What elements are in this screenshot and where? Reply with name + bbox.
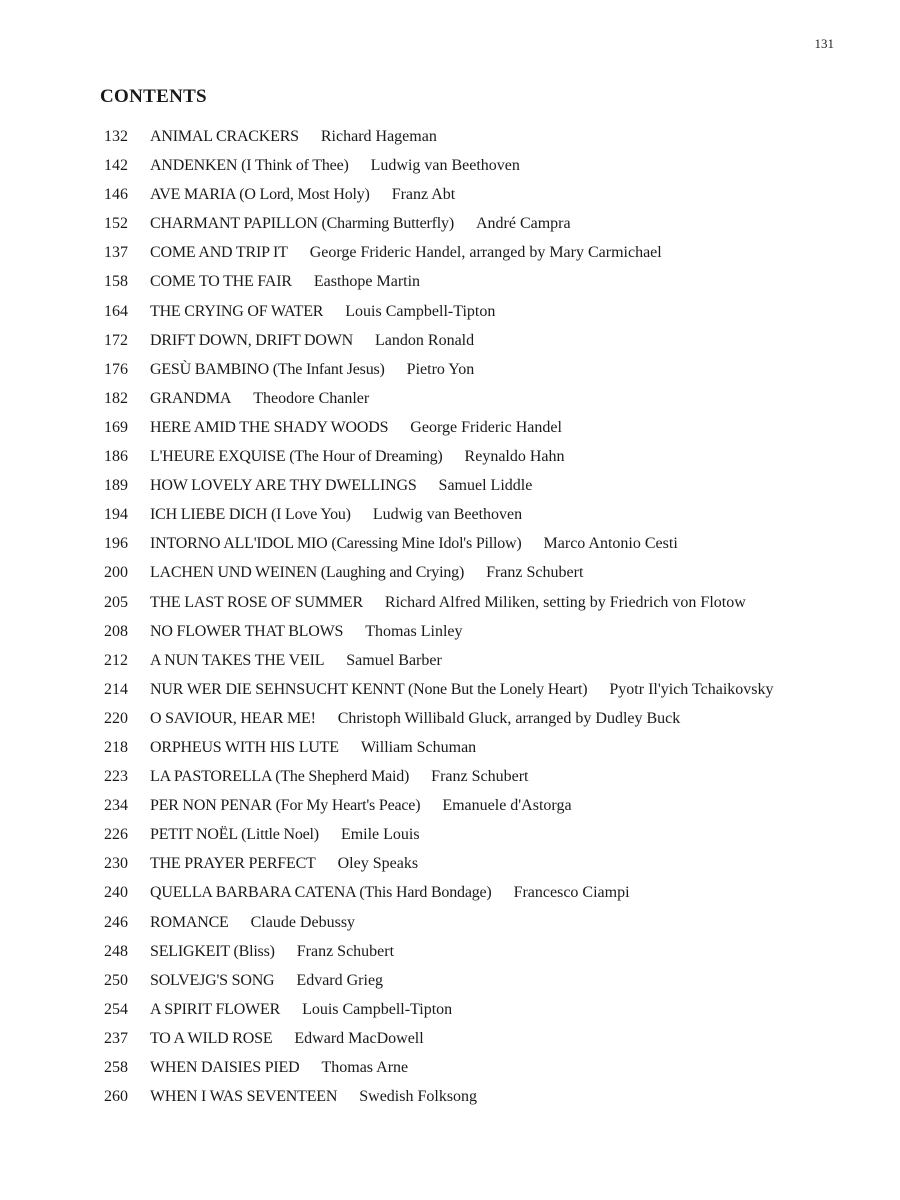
- toc-entry-title: AVE MARIA (O Lord, Most Holy): [150, 186, 370, 204]
- toc-entry-page: 254: [104, 1000, 128, 1018]
- toc-entry-page: 218: [104, 738, 128, 756]
- toc-entry-composer: Emanuele d'Astorga: [442, 797, 572, 815]
- toc-entry-title: WHEN DAISIES PIED: [150, 1059, 300, 1076]
- toc-entry: [104, 762, 864, 791]
- toc-entry-page: 176: [104, 360, 128, 378]
- toc-entry-composer: Landon Ronald: [375, 331, 475, 349]
- toc-entry-title: ROMANCE: [150, 913, 229, 931]
- toc-entry: [104, 878, 864, 907]
- toc-entry-composer: Pietro Yon: [406, 360, 475, 378]
- toc-entry-composer: Ludwig van Beethoven: [370, 157, 520, 175]
- toc-entry-title: HOW LOVELY ARE THY DWELLINGS: [150, 477, 417, 495]
- toc-entry-composer: Franz Schubert: [431, 768, 529, 786]
- toc-entry-page: 208: [104, 622, 128, 640]
- toc-entry: [104, 355, 864, 384]
- toc-entry: [104, 442, 864, 471]
- toc-entry-composer: Samuel Liddle: [438, 477, 533, 495]
- toc-entry-title: O SAVIOUR, HEAR ME!: [150, 709, 316, 727]
- toc-entry-page: 200: [104, 564, 128, 582]
- page-number: 131: [814, 36, 834, 51]
- toc-entry-page: 260: [104, 1088, 128, 1106]
- toc-entry-page: 137: [104, 244, 128, 262]
- toc-entry-page: 223: [104, 768, 128, 786]
- toc-entry-composer: George Frideric Handel: [410, 418, 562, 436]
- page-title: CONTENTS: [100, 86, 207, 107]
- toc-entry-page: 169: [104, 418, 128, 436]
- toc-entry-composer: Marco Antonio Cesti: [543, 535, 678, 553]
- toc-entry-title: QUELLA BARBARA CATENA (This Hard Bondage): [150, 884, 492, 902]
- toc-entry: [104, 297, 864, 326]
- toc-entry-title: L'HEURE EXQUISE (The Hour of Dreaming): [150, 448, 443, 466]
- toc-entry: [104, 529, 864, 558]
- toc-entry-page: 250: [104, 971, 128, 989]
- toc-entry-page: 205: [104, 593, 128, 611]
- toc-entry: [104, 180, 864, 209]
- toc-entry: [104, 704, 864, 733]
- toc-entry: [104, 588, 864, 617]
- toc-entry: [104, 617, 864, 646]
- toc-entry: [104, 1082, 864, 1111]
- toc-entry-page: 196: [104, 535, 128, 553]
- toc-entry-composer: Franz Schubert: [486, 564, 584, 582]
- toc-entry-composer: Edward MacDowell: [294, 1029, 424, 1047]
- toc-entry-composer: Thomas Arne: [321, 1059, 409, 1076]
- toc-entry-title: THE PRAYER PERFECT: [150, 855, 316, 873]
- toc-entry-composer: Emile Louis: [340, 826, 420, 844]
- toc-entry: [104, 413, 864, 442]
- toc-entry-title: CHARMANT PAPILLON (Charming Butterfly): [150, 215, 454, 233]
- toc-entry: [104, 1024, 864, 1053]
- toc-entry-composer: Francesco Ciampi: [513, 884, 630, 902]
- toc-entry-page: 220: [104, 709, 128, 727]
- toc-entry-page: 164: [104, 302, 128, 320]
- toc-entry-page: 248: [104, 942, 128, 960]
- toc-entry-page: 186: [104, 448, 128, 466]
- toc-entry: [104, 326, 864, 355]
- toc-entry-composer: Pyotr Il'yich Tchaikovsky: [609, 680, 774, 698]
- toc-entry-composer: William Schuman: [360, 738, 477, 756]
- toc-entry-title: INTORNO ALL'IDOL MIO (Caressing Mine Idol's Pillow): [150, 535, 522, 553]
- toc-entry-page: 234: [104, 797, 128, 815]
- toc-entry-title: NO FLOWER THAT BLOWS: [150, 622, 344, 640]
- toc-entry-page: 158: [104, 273, 128, 291]
- toc-entry-title: HERE AMID THE SHADY WOODS: [150, 418, 389, 436]
- toc-entry-title: ANDENKEN (I Think of Thee): [150, 157, 349, 175]
- toc-entry-title: WHEN I WAS SEVENTEEN: [150, 1088, 338, 1106]
- toc-entry: [104, 820, 864, 849]
- toc-entry-title: ANIMAL CRACKERS: [150, 128, 299, 145]
- toc-entry-composer: Reynaldo Hahn: [464, 448, 565, 466]
- toc-entry-page: 132: [104, 128, 128, 145]
- toc-entry-title: COME TO THE FAIR: [150, 273, 292, 291]
- toc-entry: [104, 937, 864, 966]
- toc-entry-composer: Louis Campbell-Tipton: [302, 1000, 453, 1018]
- toc-entry-composer: Franz Schubert: [296, 942, 395, 960]
- toc-entry-title: THE CRYING OF WATER: [150, 302, 324, 320]
- toc-entry-title: GRANDMA: [150, 389, 232, 407]
- toc-entry-page: 226: [104, 826, 128, 844]
- toc-entry: [104, 384, 864, 413]
- toc-entry: [104, 209, 864, 238]
- toc-entry-page: 194: [104, 506, 128, 524]
- toc-entry-title: PETIT NOËL (Little Noel): [150, 826, 319, 844]
- toc-entry-page: 152: [104, 215, 128, 233]
- toc-entry: [104, 791, 864, 820]
- toc-entry: [104, 908, 864, 937]
- toc-entry: [104, 238, 864, 267]
- toc-entry-title: A SPIRIT FLOWER: [150, 1000, 281, 1018]
- toc-entry: [104, 558, 864, 587]
- toc-entry-page: 240: [104, 884, 128, 902]
- toc-entry-page: 146: [104, 186, 128, 204]
- toc-entry-title: GESÙ BAMBINO (The Infant Jesus): [150, 360, 385, 378]
- toc-entry-composer: Richard Alfred Miliken, setting by Friedrich von Flotow: [384, 593, 746, 611]
- toc-entry-page: 172: [104, 331, 128, 349]
- toc-entry-title: A NUN TAKES THE VEIL: [150, 651, 325, 669]
- toc-entry: [104, 966, 864, 995]
- toc-entry-composer: Richard Hageman: [320, 128, 437, 145]
- toc-entry: [104, 267, 864, 296]
- toc-entry-page: 258: [104, 1059, 128, 1076]
- toc-entry: [104, 151, 864, 180]
- toc-entry-page: 237: [104, 1029, 128, 1047]
- toc-entry: [104, 1053, 864, 1082]
- toc-entry-title: THE LAST ROSE OF SUMMER: [150, 593, 363, 611]
- toc-entry-title: SOLVEJG'S SONG: [150, 971, 275, 989]
- toc-entry-composer: Theodore Chanler: [253, 389, 370, 407]
- toc-entry-title: LACHEN UND WEINEN (Laughing and Crying): [150, 564, 465, 582]
- toc-entry-page: 214: [104, 680, 128, 698]
- toc-entry-page: 142: [104, 157, 128, 175]
- toc-entry-title: SELIGKEIT (Bliss): [150, 942, 275, 960]
- toc-entry-composer: André Campra: [475, 215, 571, 233]
- toc-entry-composer: Claude Debussy: [250, 913, 356, 931]
- toc-entry-composer: George Frideric Handel, arranged by Mary Carmichael: [309, 244, 662, 262]
- toc-entry-composer: Christoph Willibald Gluck, arranged by Dudley Buck: [337, 709, 681, 727]
- toc-entry-composer: Samuel Barber: [346, 651, 442, 669]
- toc-entry-composer: Swedish Folksong: [359, 1088, 478, 1106]
- toc-entry-composer: Franz Abt: [391, 186, 456, 204]
- toc-entry: [104, 995, 864, 1024]
- toc-entry-page: 230: [104, 855, 128, 873]
- toc-entry-title: NUR WER DIE SEHNSUCHT KENNT (None But the Lonely Heart): [150, 680, 588, 698]
- toc-entry-composer: Ludwig van Beethoven: [372, 506, 523, 524]
- toc-entry-composer: Oley Speaks: [337, 855, 419, 873]
- toc-entry-composer: Thomas Linley: [365, 622, 463, 640]
- toc-entry-title: ORPHEUS WITH HIS LUTE: [150, 738, 339, 756]
- toc-entry: [104, 849, 864, 878]
- toc-entry: [104, 471, 864, 500]
- toc-entry-title: LA PASTORELLA (The Shepherd Maid): [150, 768, 410, 786]
- toc-entry-page: 182: [104, 389, 128, 407]
- toc-entry: [104, 675, 864, 704]
- toc-entry: [104, 733, 864, 762]
- toc-entry-title: ICH LIEBE DICH (I Love You): [150, 506, 351, 524]
- toc-entry: [104, 122, 864, 151]
- toc-entry-title: DRIFT DOWN, DRIFT DOWN: [150, 331, 354, 349]
- toc-entry-composer: Edvard Grieg: [296, 971, 384, 989]
- toc-entry-page: 189: [104, 477, 128, 495]
- toc-entry-composer: Louis Campbell-Tipton: [345, 302, 496, 320]
- toc-entry-title: TO A WILD ROSE: [150, 1029, 273, 1047]
- toc-entry-page: 212: [104, 651, 128, 669]
- toc-entry: [104, 500, 864, 529]
- toc-entry-composer: Easthope Martin: [313, 273, 421, 291]
- toc-entry: [104, 646, 864, 675]
- toc-entry-title: COME AND TRIP IT: [150, 244, 288, 262]
- toc-entry-title: PER NON PENAR (For My Heart's Peace): [150, 797, 421, 815]
- table-of-contents: [104, 122, 864, 1111]
- toc-entry-page: 246: [104, 913, 128, 931]
